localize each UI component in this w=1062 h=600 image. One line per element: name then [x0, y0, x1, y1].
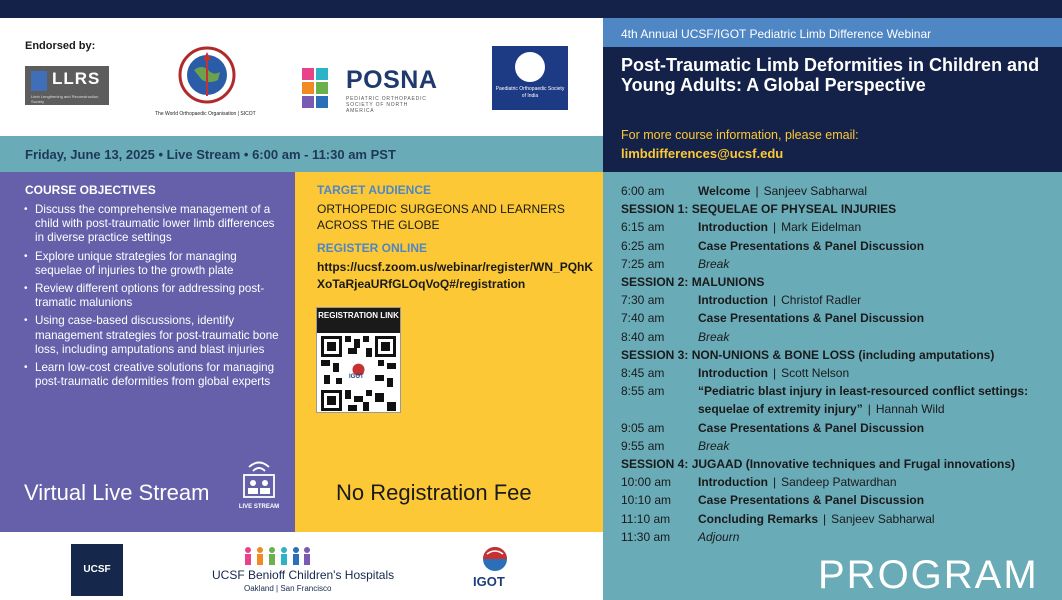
agenda-speaker: Sandeep Patwardhan [781, 475, 897, 490]
agenda-break: Break [698, 256, 730, 271]
agenda-row [621, 291, 1057, 309]
ucsf-logo: UCSF [71, 544, 123, 596]
agenda-speaker: Sanjeev Sabharwal [763, 184, 867, 198]
register-title: REGISTER ONLINE [317, 241, 428, 255]
sicot-globe-icon [178, 46, 236, 104]
agenda-row [621, 218, 1057, 236]
agenda-session-heading: SESSION 2: MALUNIONS [621, 275, 765, 290]
endorsed-by-label: Endorsed by: [25, 40, 96, 52]
agenda-title: Case Presentations & Panel Discussion [698, 493, 925, 508]
qr-label: REGISTRATION LINK [317, 308, 400, 333]
objectives-list [24, 203, 286, 393]
program-label: PROGRAM [818, 553, 1039, 597]
agenda-title: Introduction [698, 366, 768, 381]
agenda-title: Case Presentations & Panel Discussion [698, 311, 925, 326]
agenda-separator: | [772, 220, 777, 235]
llrs-subtitle: Limb Lengthening and Reconstruction Society [31, 94, 99, 104]
agenda-time: 10:00 am [621, 475, 672, 490]
agenda-list [621, 182, 1057, 546]
qr-center-label: IGOT [349, 374, 364, 380]
no-registration-fee-label: No Registration Fee [336, 480, 532, 505]
agenda-break: Adjourn [698, 529, 740, 544]
posna-subtitle: PEDIATRIC ORTHOPAEDIC SOCIETY OF NORTH AMERICA [346, 96, 427, 114]
pos-india-logo [492, 46, 568, 110]
agenda-time: 8:55 am [621, 384, 665, 399]
agenda-time: 6:25 am [621, 238, 665, 253]
agenda-time: 11:10 am [621, 511, 671, 526]
agenda-description [698, 237, 1057, 255]
igot-wordmark: IGOT [473, 574, 505, 589]
objectives-title: COURSE OBJECTIVES [25, 183, 156, 197]
pos-india-emblem-icon [515, 52, 545, 82]
event-title: Post-Traumatic Limb Deformities in Children and Young Adults: A Global Perspective [621, 55, 1040, 95]
agenda-description [698, 382, 1057, 418]
agenda-session-heading: SESSION 4: JUGAAD (Innovative techniques and Frugal innovations) [621, 457, 1016, 472]
agenda-description [698, 309, 1057, 327]
objective-item: • Explore unique strategies for managing sequelae of injuries to the growth plate [24, 250, 286, 278]
objective-item: • Using case-based discussions, identify management strategies for post-traumatic bone loss, including amputations and blast injuries [24, 314, 286, 357]
llrs-mark-icon [31, 71, 47, 91]
annual-webinar-label: 4th Annual UCSF/IGOT Pediatric Limb Difference Webinar [621, 27, 932, 41]
agenda-time: 7:30 am [621, 293, 665, 308]
event-date-line: Friday, June 13, 2025 • Live Stream • 6:00 am - 11:30 am PST [25, 147, 396, 162]
agenda-separator: | [772, 366, 777, 381]
agenda-speaker: Sanjeev Sabharwal [831, 511, 935, 526]
live-stream-icon-label: LIVE STREAM [238, 504, 280, 510]
agenda-time: 9:55 am [621, 438, 665, 453]
agenda-separator: | [772, 475, 777, 490]
agenda-speaker: Christof Radler [781, 293, 862, 308]
audience-text: ORTHOPEDIC SURGEONS AND LEARNERS ACROSS THE GLOBE [317, 202, 565, 232]
agenda-description [698, 255, 1057, 273]
registration-qr-code[interactable] [316, 307, 401, 413]
agenda-speaker: Mark Eidelman [781, 220, 862, 235]
agenda-description [698, 182, 1057, 200]
agenda-separator: | [867, 402, 871, 417]
agenda-description [698, 328, 1057, 346]
igot-globe-icon [482, 546, 508, 572]
benioff-wordmark: UCSF Benioff Children's Hospitals [212, 568, 395, 582]
virtual-live-stream-label: Virtual Live Stream [24, 480, 210, 505]
agenda-title: Concluding Remarks [698, 511, 819, 526]
llrs-wordmark: LLRS [52, 69, 101, 88]
agenda-break: Break [698, 329, 730, 344]
agenda-title: Introduction [698, 293, 768, 308]
agenda-description [698, 364, 1057, 382]
agenda-description [698, 528, 1057, 546]
agenda-description [698, 491, 1057, 509]
agenda-title: Case Presentations & Panel Discussion [698, 238, 925, 253]
agenda-title: Introduction [698, 220, 768, 235]
agenda-speaker: Scott Nelson [781, 366, 850, 381]
agenda-description [698, 291, 1057, 309]
agenda-description [698, 510, 1057, 528]
agenda-row [621, 309, 1057, 327]
agenda-title: “Pediatric blast injury in least-resourced conflict settings: sequelae of extremity injury” [698, 384, 1029, 417]
agenda-row [621, 328, 1057, 346]
posna-wordmark: POSNA [346, 66, 438, 94]
agenda-time: 7:25 am [621, 256, 665, 271]
agenda-time: 8:40 am [621, 329, 665, 344]
agenda-description [698, 218, 1057, 236]
agenda-row [621, 419, 1057, 437]
objective-item: • Review different options for addressing post-tramatic malunions [24, 282, 286, 310]
agenda-row [621, 491, 1057, 509]
top-bar [0, 0, 1062, 18]
agenda-row [621, 364, 1057, 382]
audience-title: TARGET AUDIENCE [317, 183, 431, 197]
agenda-session-heading: SESSION 3: NON-UNIONS & BONE LOSS (including amputations) [621, 347, 995, 362]
agenda-title: Introduction [698, 475, 768, 490]
llrs-logo [25, 66, 109, 105]
agenda-time: 6:00 am [621, 184, 665, 198]
agenda-description [698, 473, 1057, 491]
agenda-time: 10:10 am [621, 493, 672, 508]
agenda-session-heading: SESSION 1: SEQUELAE OF PHYSEAL INJURIES [621, 202, 897, 217]
agenda-separator: | [823, 511, 827, 526]
agenda-time: 11:30 am [621, 529, 671, 544]
sicot-caption: The World Orthopaedic Organisation | SICOT [155, 111, 256, 117]
agenda-row [621, 255, 1057, 273]
benioff-subtitle: Oakland | San Francisco [244, 584, 332, 593]
agenda-time: 6:15 am [621, 220, 665, 235]
registration-link[interactable]: https://ucsf.zoom.us/webinar/register/WN_PQhKXoTaRjeaURfGLOqVoQ#/registration [317, 260, 594, 291]
agenda-time: 8:45 am [621, 366, 665, 381]
objective-item: • Discuss the comprehensive management of a child with post-traumatic lower limb differences in diverse practice settings [24, 203, 286, 246]
agenda-description [698, 419, 1057, 437]
agenda-separator: | [772, 293, 777, 308]
agenda-row [621, 510, 1057, 528]
agenda-description [698, 437, 1057, 455]
agenda-time: 9:05 am [621, 420, 665, 435]
agenda-separator: | [755, 184, 759, 198]
agenda-row [621, 528, 1057, 546]
agenda-row [621, 237, 1057, 255]
agenda-title: Case Presentations & Panel Discussion [698, 420, 925, 435]
live-stream-icon [236, 459, 282, 515]
agenda-row [621, 437, 1057, 455]
benioff-figures-icon [243, 545, 311, 567]
agenda-row [621, 473, 1057, 491]
agenda-title: Welcome [698, 184, 751, 198]
agenda-break: Break [698, 438, 730, 453]
info-text: For more course information, please email: [621, 128, 859, 142]
pos-india-caption: Paediatric Orthopaedic Society of India [495, 86, 565, 99]
agenda-row [621, 382, 1057, 418]
agenda-time: 7:40 am [621, 311, 665, 326]
agenda-speaker: Hannah Wild [875, 402, 945, 417]
agenda-row [621, 182, 1057, 200]
contact-email-link[interactable]: limbdifferences@ucsf.edu [621, 146, 784, 161]
objective-item: • Learn low-cost creative solutions for managing post-traumatic deformities from global experts [24, 361, 286, 389]
posna-figures-icon [302, 68, 342, 108]
